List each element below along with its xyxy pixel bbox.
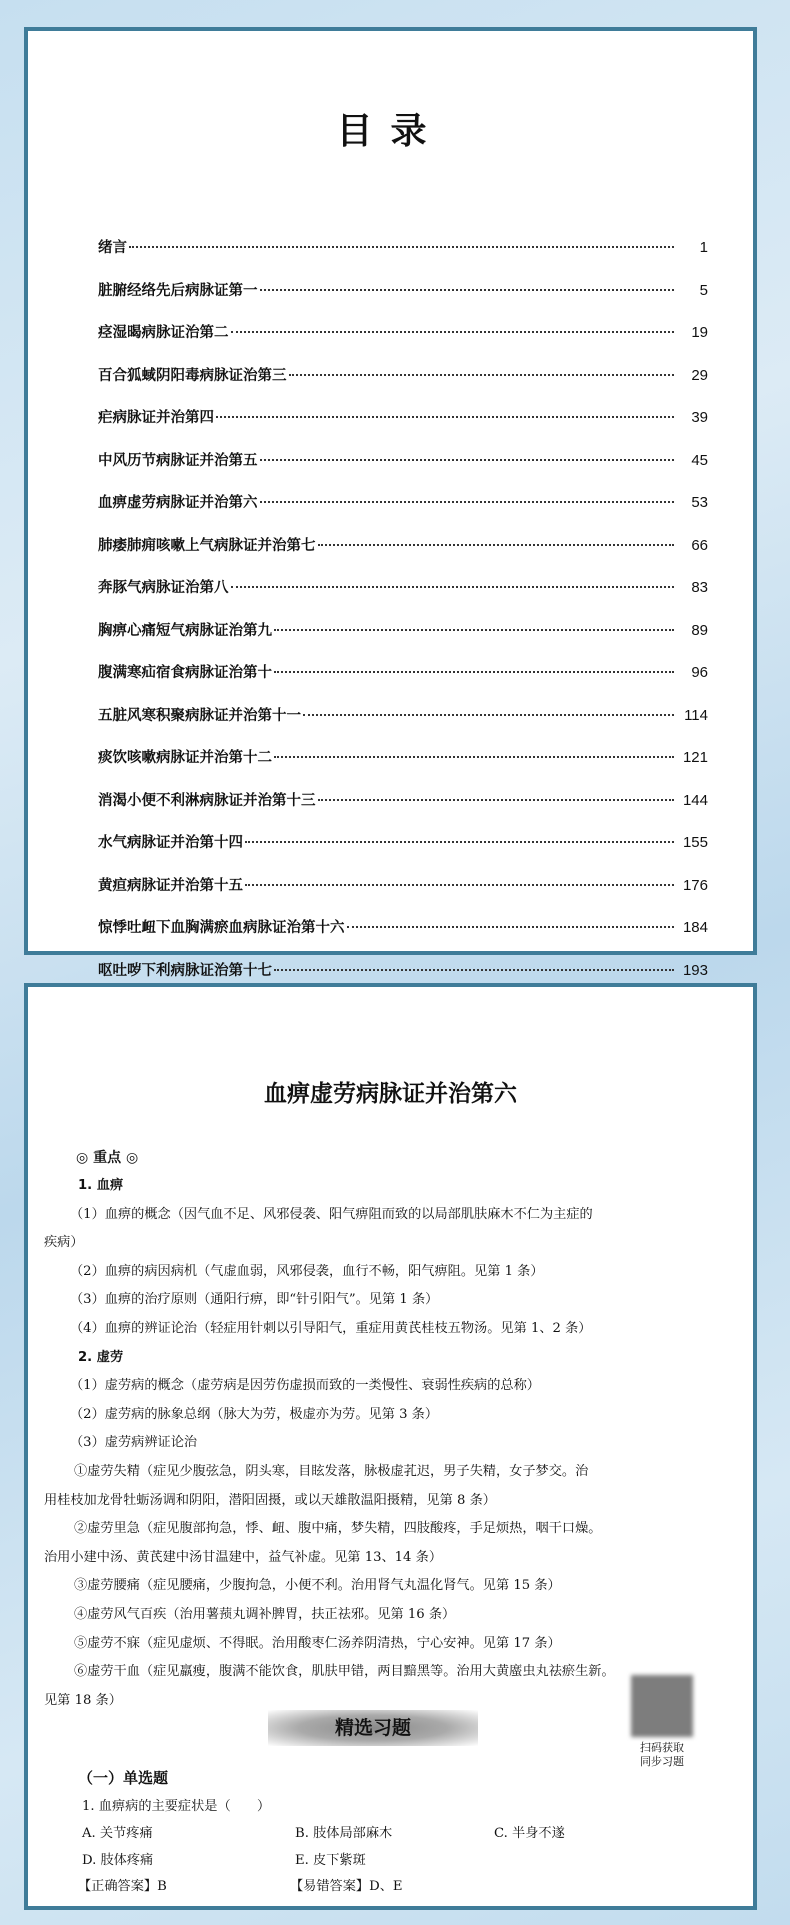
- common-wrong-answer: 【易错答案】D、E: [290, 1879, 403, 1894]
- leader-dots: [274, 756, 674, 758]
- chapter-page: [24, 983, 757, 1910]
- leader-dots: [260, 459, 675, 461]
- body-line: ②虚劳里急（症见腹部拘急，悸、衄、腹中痛，梦失精，四肢酸疼，手足烦热，咽干口燥。: [74, 1521, 602, 1537]
- leader-dots: [231, 586, 675, 588]
- key-points-heading: ◎ 重点 ◎: [76, 1150, 139, 1166]
- toc-entry-label: 呕吐哕下利病脉证治第十七: [98, 962, 272, 979]
- toc-entry-page: 83: [691, 579, 708, 596]
- leader-dots: [216, 416, 674, 418]
- toc-entry[interactable]: [98, 534, 708, 555]
- qr-caption-1: 扫码获取: [640, 1741, 684, 1754]
- toc-entry-page: 89: [691, 621, 708, 639]
- toc-entry-page: 184: [682, 919, 708, 936]
- toc-entry[interactable]: [98, 704, 708, 725]
- toc-entry-page: 5: [699, 281, 708, 299]
- toc-entry-label: 血痹虚劳病脉证并治第六: [98, 495, 258, 511]
- toc-entry-label: 奔豚气病脉证治第八: [98, 580, 229, 596]
- body-line: 2. 虚劳: [78, 1349, 124, 1365]
- correct-answer: 【正确答案】B: [78, 1879, 167, 1894]
- leader-dots: [303, 714, 674, 716]
- toc-title: 目录: [336, 110, 445, 152]
- leader-dots: [274, 629, 674, 631]
- question-text: 1. 血痹病的主要症状是（ ）: [82, 1799, 271, 1814]
- body-line: （3）血痹的治疗原则（通阳行痹，即“针引阳气”。见第 1 条）: [70, 1292, 439, 1308]
- toc-entry[interactable]: [98, 279, 708, 300]
- body-line: （1）血痹的概念（因气血不足、风邪侵袭、阳气痹阻而致的以局部肌肤麻木不仁为主症的: [70, 1206, 593, 1222]
- toc-entry-page: 53: [691, 494, 708, 511]
- toc-entry-page: 155: [682, 834, 708, 851]
- exercise-banner: 精选习题: [268, 1710, 478, 1746]
- body-line: ⑤虚劳不寐（症见虚烦、不得眠。治用酸枣仁汤养阴清热，宁心安神。见第 17 条）: [74, 1635, 561, 1651]
- toc-entry-label: 中风历节病脉证并治第五: [98, 452, 258, 469]
- section-heading: （一）单选题: [78, 1769, 169, 1787]
- toc-entry[interactable]: [98, 746, 708, 767]
- leader-dots: [260, 501, 675, 503]
- option-d: D. 肢体疼痛: [82, 1853, 154, 1868]
- toc-entry-page: 114: [684, 706, 708, 724]
- toc-entry[interactable]: [98, 491, 708, 512]
- body-line: 见第 18 条）: [44, 1692, 122, 1708]
- leader-dots: [289, 374, 675, 376]
- toc-entry-page: 29: [691, 366, 708, 384]
- toc-entry-label: 五脏风寒积聚病脉证并治第十一: [98, 707, 301, 724]
- body-line: 用桂枝加龙骨牡蛎汤调和阴阳，潜阳固摄，或以天雄散温阳摄精，见第 8 条）: [44, 1492, 496, 1508]
- toc-entry-page: 193: [682, 961, 708, 979]
- body-line: 疾病）: [44, 1235, 84, 1251]
- toc-entry-label: 痰饮咳嗽病脉证并治第十二: [98, 750, 272, 766]
- leader-dots: [260, 289, 675, 291]
- body-line: ④虚劳风气百疾（治用薯蓣丸调补脾胃，扶正祛邪。见第 16 条）: [74, 1607, 456, 1622]
- option-c: C. 半身不遂: [494, 1826, 565, 1841]
- leader-dots: [231, 331, 675, 333]
- toc-entry[interactable]: [98, 916, 708, 937]
- toc-entry[interactable]: [98, 831, 708, 852]
- leader-dots: [347, 926, 675, 928]
- toc-entry-page: 96: [691, 664, 708, 681]
- qr-code-icon[interactable]: [631, 1675, 693, 1737]
- toc-entry[interactable]: [98, 576, 708, 597]
- body-line: 1. 血痹: [78, 1178, 124, 1193]
- toc-entry-label: 百合狐蜮阴阳毒病脉证治第三: [98, 367, 287, 384]
- leader-dots: [318, 799, 675, 801]
- body-line: ⑥虚劳干血（症见羸瘦，腹满不能饮食，肌肤甲错，两目黯黑等。治用大黄䗪虫丸祛瘀生新。: [74, 1664, 615, 1680]
- body-line: （2）虚劳病的脉象总纲（脉大为劳，极虚亦为劳。见第 3 条）: [70, 1406, 439, 1422]
- toc-entry[interactable]: [98, 321, 708, 342]
- toc-entry-label: 消渴小便不利淋病脉证并治第十三: [98, 792, 316, 809]
- leader-dots: [245, 841, 674, 843]
- toc-entry-label: 脏腑经络先后病脉证第一: [98, 282, 258, 299]
- chapter-title: 血痹虚劳病脉证并治第六: [264, 1080, 517, 1107]
- body-line: （3）虚劳病辨证论治: [70, 1435, 198, 1451]
- leader-dots: [274, 671, 674, 673]
- toc-entry[interactable]: [98, 874, 708, 895]
- body-line: ③虚劳腰痛（症见腰痛，少腹拘急，小便不利。治用肾气丸温化肾气。见第 15 条）: [74, 1578, 561, 1594]
- toc-entry-page: 19: [691, 324, 708, 341]
- body-line: （4）血痹的辨证论治（轻症用针刺以引导阳气，重症用黄芪桂枝五物汤。见第 1、2 条）: [70, 1321, 592, 1336]
- toc-entry-label: 痉湿暍病脉证治第二: [98, 325, 229, 341]
- toc-entry[interactable]: [98, 619, 708, 640]
- toc-entry-label: 惊悸吐衄下血胸满瘀血病脉证治第十六: [98, 920, 345, 936]
- toc-entry-page: 45: [691, 451, 708, 469]
- toc-entry[interactable]: [98, 406, 708, 427]
- toc-entry-label: 肺痿肺痈咳嗽上气病脉证并治第七: [98, 537, 316, 554]
- toc-entry-label: 黄疸病脉证并治第十五: [98, 877, 243, 894]
- body-line: ①虚劳失精（症见少腹弦急，阴头寒，目眩发落，脉极虚芤迟，男子失精，女子梦交。治: [74, 1464, 589, 1479]
- toc-entry-page: 144: [682, 791, 708, 809]
- toc-entry-label: 腹满寒疝宿食病脉证治第十: [98, 665, 272, 681]
- toc-entry[interactable]: [98, 364, 708, 385]
- leader-dots: [245, 884, 674, 886]
- body-line: （1）虚劳病的概念（虚劳病是因劳伤虚损而致的一类慢性、衰弱性疾病的总称）: [70, 1378, 540, 1394]
- toc-entry[interactable]: [98, 449, 708, 470]
- toc-entry-label: 胸痹心痛短气病脉证治第九: [98, 622, 272, 639]
- toc-entry[interactable]: [98, 789, 708, 810]
- body-line: （2）血痹的病因病机（气虚血弱，风邪侵袭，血行不畅，阳气痹阻。见第 1 条）: [70, 1263, 544, 1279]
- toc-entry-label: 疟病脉证并治第四: [98, 410, 214, 426]
- toc-entry-page: 39: [691, 409, 708, 426]
- leader-dots: [274, 969, 674, 971]
- leader-dots: [129, 246, 674, 248]
- toc-entry-page: 1: [699, 239, 708, 256]
- option-e: E. 皮下紫斑: [295, 1853, 366, 1868]
- toc-entry-label: 水气病脉证并治第十四: [98, 835, 243, 851]
- toc-entry-page: 176: [682, 876, 708, 894]
- toc-entry[interactable]: [98, 236, 708, 257]
- leader-dots: [318, 544, 675, 546]
- toc-page: [24, 27, 757, 979]
- option-a: A. 关节疼痛: [82, 1826, 153, 1841]
- toc-entry[interactable]: [98, 959, 708, 980]
- option-b: B. 肢体局部麻木: [295, 1826, 393, 1841]
- toc-entry-page: 121: [682, 749, 708, 766]
- toc-entry-page: 66: [691, 536, 708, 554]
- toc-entry[interactable]: [98, 661, 708, 682]
- toc-entry-label: 绪言: [98, 240, 127, 256]
- qr-caption-2: 同步习题: [640, 1755, 684, 1768]
- body-line: 治用小建中汤、黄芪建中汤甘温建中，益气补虚。见第 13、14 条）: [44, 1549, 443, 1565]
